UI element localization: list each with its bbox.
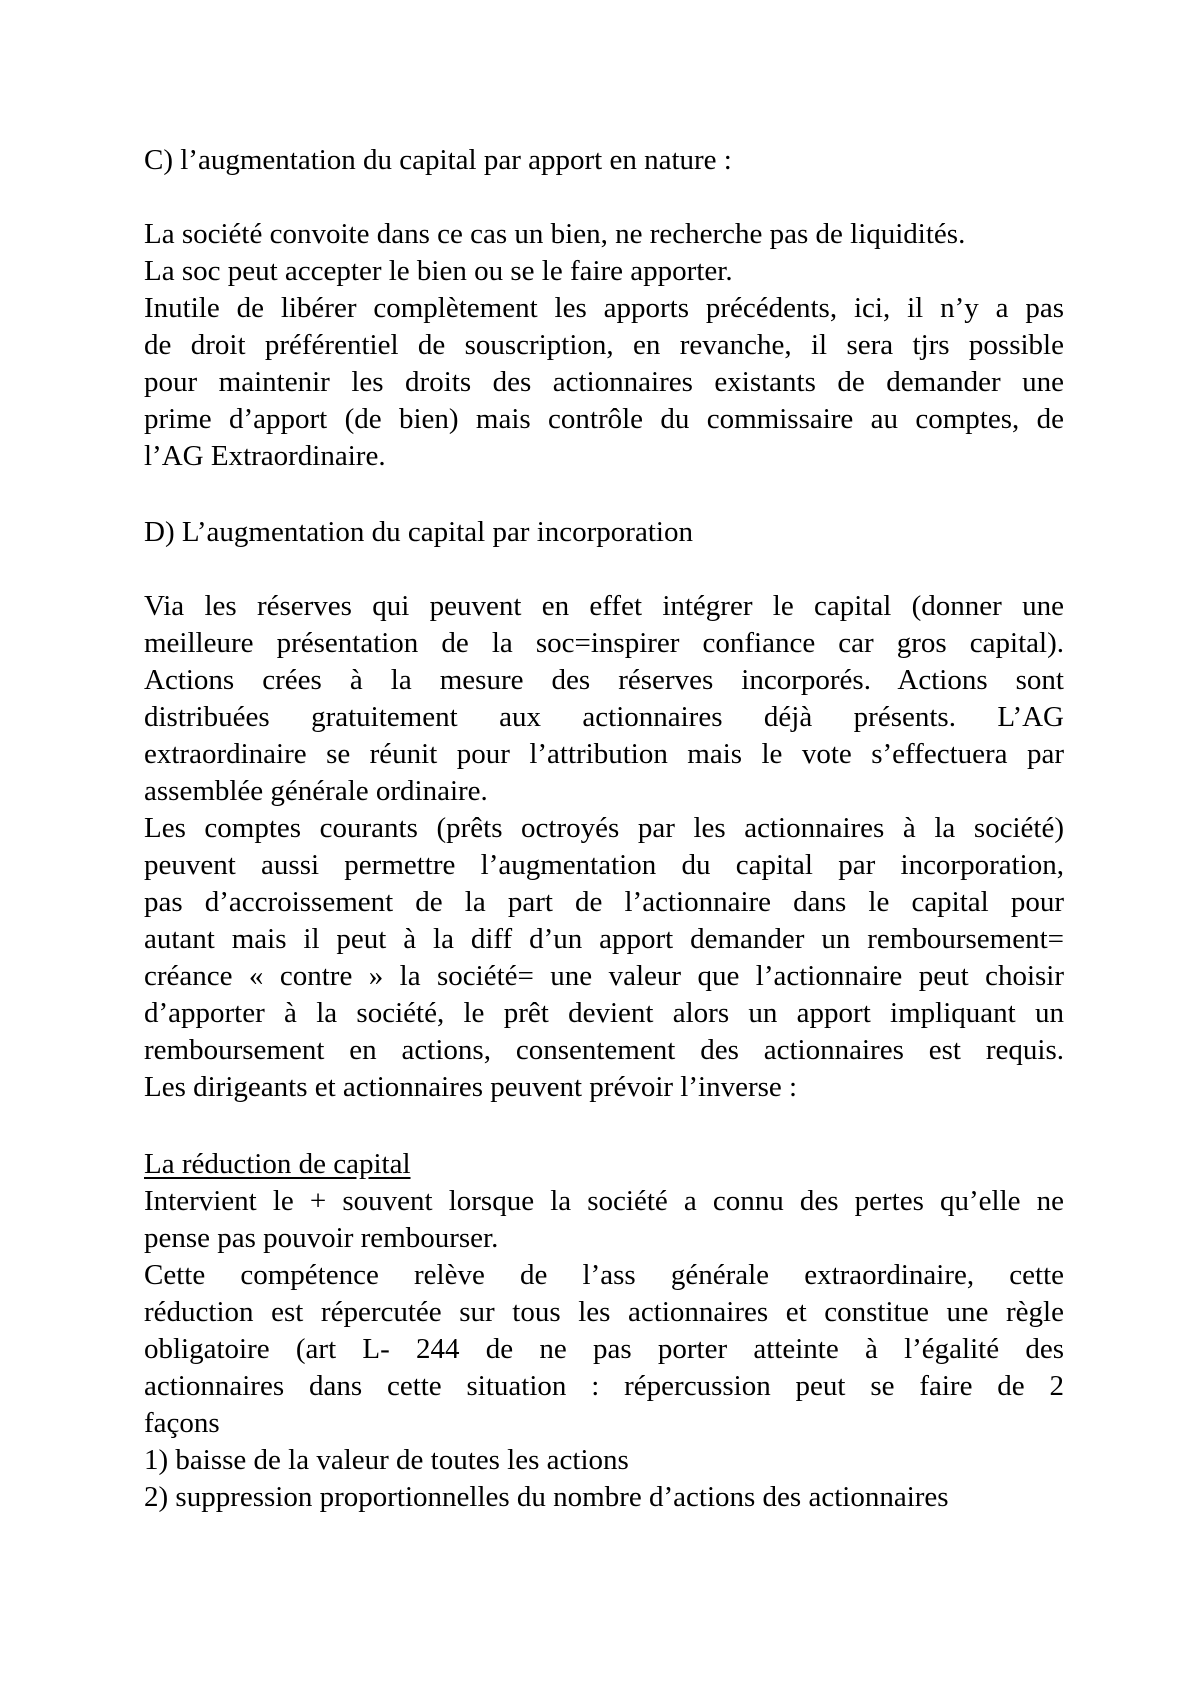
- paragraph-line: façons: [144, 1407, 220, 1439]
- paragraph-line: Intervient le + souvent lorsque la société a connu des pertes qu’elle ne: [144, 1185, 1064, 1217]
- paragraph-line: Inutile de libérer complètement les apports précédents, ici, il n’y a pas: [144, 292, 1064, 324]
- paragraph-line: l’AG Extraordinaire.: [144, 440, 386, 472]
- paragraph-line: Actions crées à la mesure des réserves incorporés. Actions sont: [144, 664, 1064, 696]
- paragraph-line: Via les réserves qui peuvent en effet intégrer le capital (donner une: [144, 590, 1064, 622]
- paragraph-line: réduction est répercutée sur tous les actionnaires et constitue une règle: [144, 1296, 1064, 1328]
- list-item: 1) baisse de la valeur de toutes les actions: [144, 1444, 629, 1476]
- section-c-body: [144, 216, 1064, 475]
- paragraph-line: La soc peut accepter le bien ou se le faire apporter.: [144, 255, 733, 287]
- paragraph-line: assemblée générale ordinaire.: [144, 775, 488, 807]
- paragraph-line: autant mais il peut à la diff d’un apport demander un remboursement=: [144, 923, 1064, 955]
- paragraph-line: peuvent aussi permettre l’augmentation du capital par incorporation,: [144, 849, 1064, 881]
- paragraph-line: remboursement en actions, consentement des actionnaires est requis.: [144, 1034, 1064, 1066]
- paragraph-line: Les comptes courants (prêts octroyés par les actionnaires à la société): [144, 812, 1064, 844]
- paragraph-line: actionnaires dans cette situation : répercussion peut se faire de 2: [144, 1370, 1064, 1402]
- paragraph-line: d’apporter à la société, le prêt devient alors un apport impliquant un: [144, 997, 1064, 1029]
- section-c: [144, 142, 1064, 179]
- paragraph-line: Les dirigeants et actionnaires peuvent prévoir l’inverse :: [144, 1071, 798, 1103]
- section-d-heading: D) L’augmentation du capital par incorporation: [144, 516, 693, 548]
- section-reduction: [144, 1146, 1064, 1183]
- section-d: [144, 514, 1064, 551]
- paragraph-line: pour maintenir les droits des actionnaires existants de demander une: [144, 366, 1064, 398]
- paragraph-line: obligatoire (art L- 244 de ne pas porter atteinte à l’égalité des: [144, 1333, 1064, 1365]
- paragraph-line: de droit préférentiel de souscription, en revanche, il sera tjrs possible: [144, 329, 1064, 361]
- paragraph-line: meilleure présentation de la soc=inspirer confiance car gros capital).: [144, 627, 1064, 659]
- section-c-heading: C) l’augmentation du capital par apport en nature :: [144, 144, 732, 176]
- paragraph-line: créance « contre » la société= une valeur que l’actionnaire peut choisir: [144, 960, 1064, 992]
- paragraph-line: pense pas pouvoir rembourser.: [144, 1222, 499, 1254]
- section-d-body: [144, 588, 1064, 1106]
- paragraph-line: La société convoite dans ce cas un bien, ne recherche pas de liquidités.: [144, 218, 966, 250]
- list-item: 2) suppression proportionnelles du nombre d’actions des actionnaires: [144, 1481, 949, 1513]
- paragraph-line: prime d’apport (de bien) mais contrôle du commissaire au comptes, de: [144, 403, 1064, 435]
- section-reduction-body: [144, 1183, 1064, 1516]
- paragraph-line: pas d’accroissement de la part de l’actionnaire dans le capital pour: [144, 886, 1064, 918]
- paragraph-line: extraordinaire se réunit pour l’attribution mais le vote s’effectuera par: [144, 738, 1064, 770]
- paragraph-line: Cette compétence relève de l’ass générale extraordinaire, cette: [144, 1259, 1064, 1291]
- paragraph-line: distribuées gratuitement aux actionnaires déjà présents. L’AG: [144, 701, 1064, 733]
- section-reduction-heading: La réduction de capital: [144, 1148, 411, 1180]
